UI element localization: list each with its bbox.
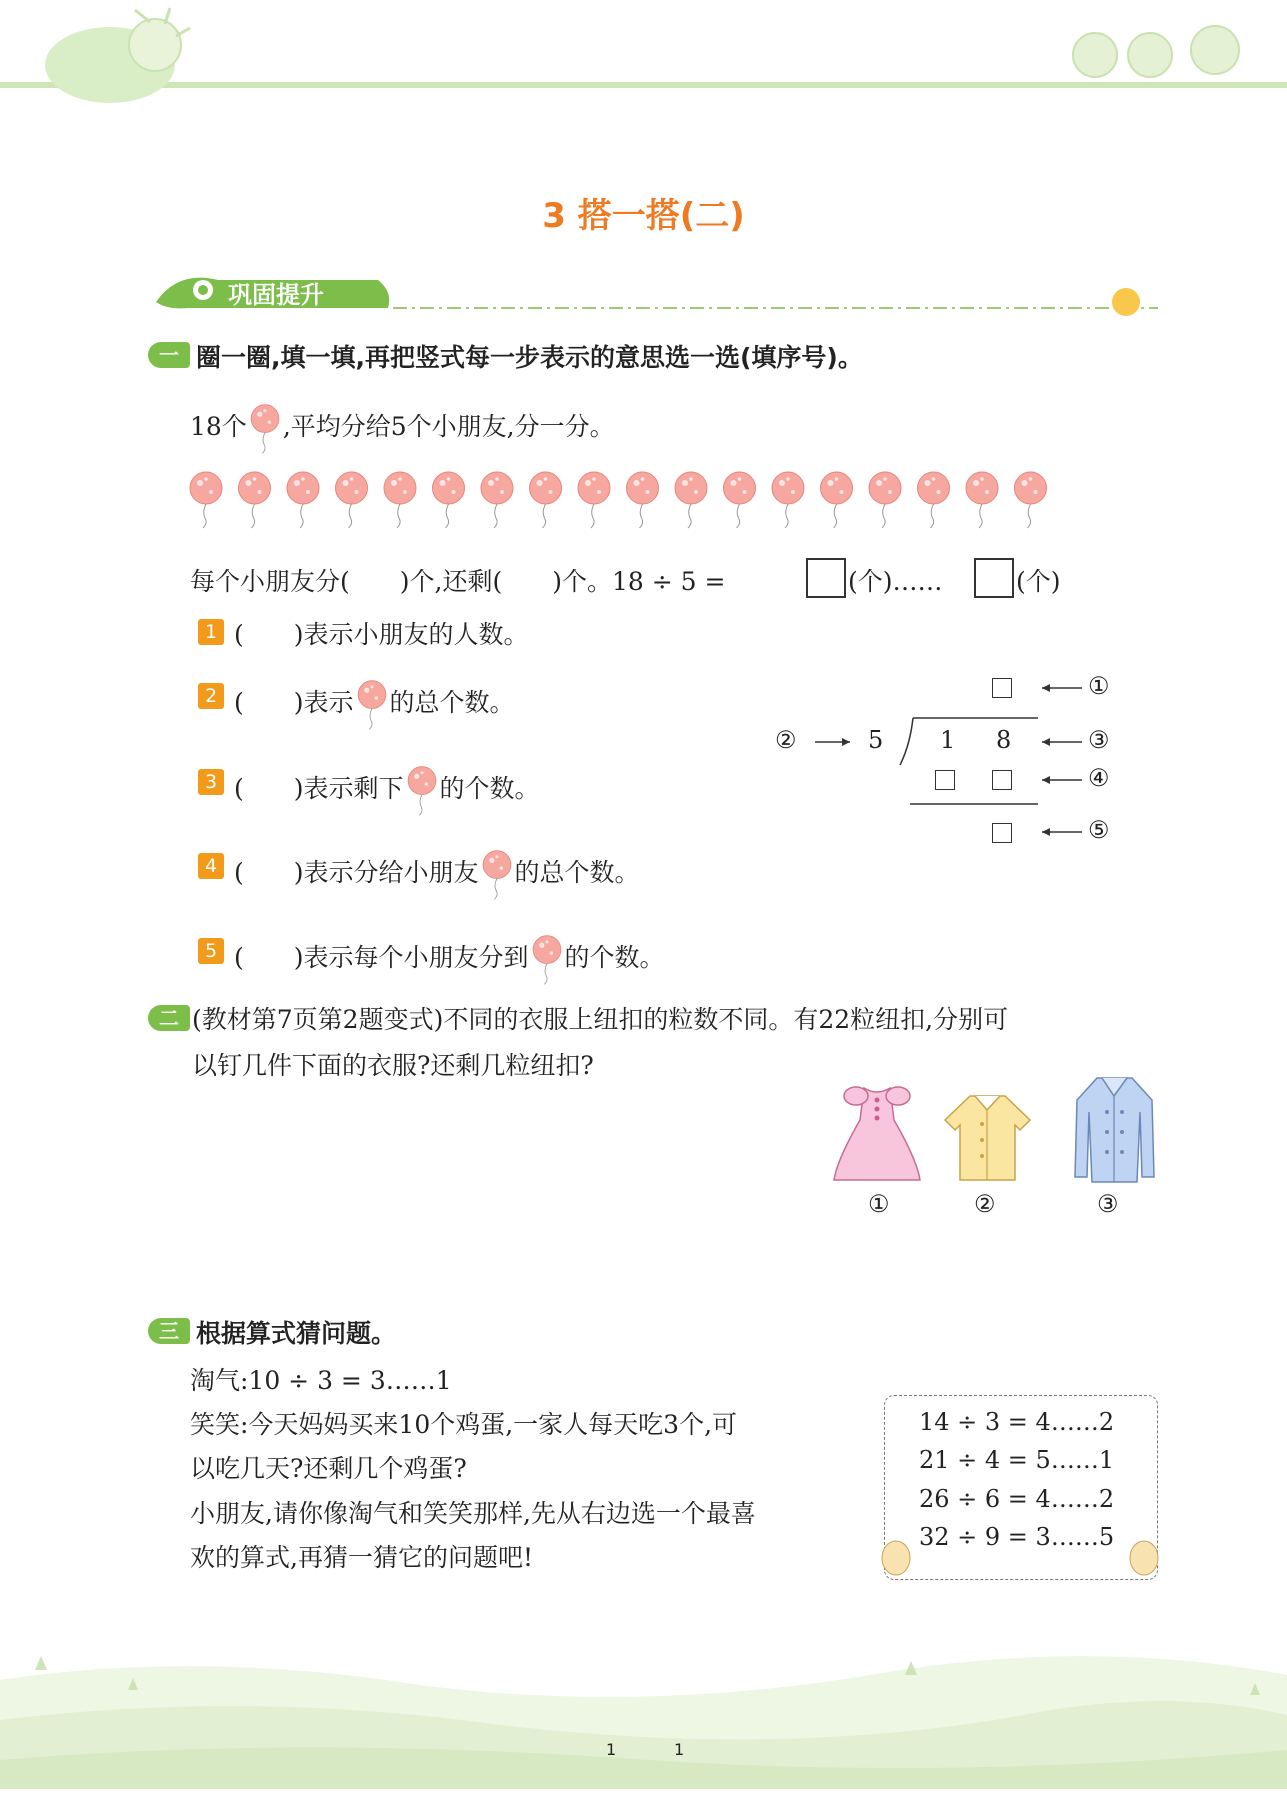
remainder-answer-box[interactable]	[974, 558, 1014, 598]
balloon-icon[interactable]	[724, 472, 756, 528]
balloon-icon[interactable]	[239, 472, 271, 528]
item-1-number: 1	[198, 619, 224, 645]
item-5-number: 5	[198, 938, 224, 964]
fill-part1: 每个小朋友分( )个,还剩( )个。18 ÷ 5 =	[190, 567, 726, 596]
q2-badge: 二	[148, 1005, 190, 1031]
divisor: 5	[868, 726, 884, 754]
balloon-icon[interactable]	[190, 472, 222, 528]
balloon-icon[interactable]	[918, 472, 950, 528]
header-decoration	[0, 0, 1287, 120]
balloon-icon[interactable]	[869, 472, 901, 528]
long-division	[770, 670, 1120, 850]
item-1-text[interactable]: ( )表示小朋友的人数。	[234, 620, 529, 649]
balloon-icon[interactable]	[287, 472, 319, 528]
item-3-text[interactable]	[234, 765, 540, 817]
remainder-box[interactable]	[992, 823, 1012, 843]
section-banner	[148, 262, 1158, 322]
product-tens-box[interactable]	[935, 770, 955, 790]
q1-fill-line	[190, 562, 725, 598]
item-2-text[interactable]	[234, 679, 515, 731]
item-5-text[interactable]	[234, 934, 665, 986]
page-number-left: 1	[606, 1740, 617, 1759]
item-3-number: 3	[198, 769, 224, 795]
clothes-label-2: ②	[974, 1190, 996, 1218]
product-ones-box[interactable]	[992, 770, 1012, 790]
label-quotient: ①	[1088, 672, 1110, 700]
item-4-pre: ( )表示分给小朋友	[234, 858, 479, 887]
section-label: 巩固提升	[228, 281, 324, 309]
fill-part3: (个)	[1016, 567, 1061, 596]
item-3-pre: ( )表示剩下	[234, 774, 404, 803]
equation-4[interactable]: 32 ÷ 9 = 3……5	[919, 1523, 1115, 1551]
label-remainder: ⑤	[1088, 816, 1110, 844]
coat-image	[1072, 1072, 1157, 1187]
item-2-pre: ( )表示	[234, 688, 354, 717]
q1-intro	[190, 403, 615, 455]
item-3-post: 的个数。	[439, 774, 540, 803]
balloon-icon[interactable]	[966, 472, 998, 528]
page-title: 3 搭一搭(二)	[542, 196, 745, 236]
page-number-right: 1	[674, 1740, 685, 1759]
egg-character-icon	[879, 1536, 913, 1576]
q1-badge: 一	[148, 342, 190, 368]
item-4-number: 4	[198, 853, 224, 879]
q3-heading: 根据算式猜问题。	[196, 1319, 397, 1348]
dividend-ones: 8	[996, 726, 1012, 754]
q2-line2: 以钉几件下面的衣服?还剩几粒纽扣?	[192, 1051, 594, 1080]
balloon-icon[interactable]	[578, 472, 610, 528]
item-2-number: 2	[198, 683, 224, 709]
dividend-tens: 1	[940, 726, 956, 754]
q3-line-1: 淘气:10 ÷ 3 = 3……1	[190, 1366, 452, 1395]
fill-part2: (个)……	[848, 567, 943, 596]
q3-line-2: 笑笑:今天妈妈买来10个鸡蛋,一家人每天吃3个,可	[190, 1410, 738, 1439]
balloon-icon	[247, 403, 283, 455]
quotient-box[interactable]	[992, 678, 1012, 698]
q2-line1: (教材第7页第2题变式)不同的衣服上纽扣的粒数不同。有22粒纽扣,分别可	[192, 1005, 1009, 1034]
clothes-label-1: ①	[868, 1190, 890, 1218]
item-4-post: 的总个数。	[514, 858, 640, 887]
balloon-icon[interactable]	[336, 472, 368, 528]
balloon-icon[interactable]	[627, 472, 659, 528]
equation-2[interactable]: 21 ÷ 4 = 5……1	[919, 1446, 1115, 1474]
q3-line-4: 小朋友,请你像淘气和笑笑那样,先从右边选一个最喜	[190, 1499, 756, 1528]
egg-character-icon	[1127, 1536, 1161, 1576]
balloon-icon[interactable]	[772, 472, 804, 528]
balloon-icon[interactable]	[433, 472, 465, 528]
balloon-icon[interactable]	[384, 472, 416, 528]
equation-3[interactable]: 26 ÷ 6 = 4……2	[919, 1485, 1115, 1513]
balloon-icon	[404, 765, 440, 817]
label-dividend: ③	[1088, 726, 1110, 754]
footer-decoration	[0, 1640, 1287, 1789]
balloon-icon	[354, 679, 390, 731]
q3-line-5: 欢的算式,再猜一猜它的问题吧!	[190, 1543, 533, 1572]
clothes-label-3: ③	[1097, 1190, 1119, 1218]
label-divisor: ②	[775, 726, 797, 754]
intro-post: ,平均分给5个小朋友,分一分。	[282, 412, 615, 441]
item-5-post: 的个数。	[564, 943, 665, 972]
balloon-icon	[529, 934, 565, 986]
balloon-icon[interactable]	[1015, 472, 1047, 528]
q1-heading: 圈一圈,填一填,再把竖式每一步表示的意思选一选(填序号)。	[196, 343, 863, 372]
item-5-pre: ( )表示每个小朋友分到	[234, 943, 529, 972]
balloon-icon	[479, 849, 515, 901]
equations-box	[884, 1395, 1158, 1580]
balloon-icon[interactable]	[481, 472, 513, 528]
dress-image	[832, 1080, 922, 1185]
equation-1[interactable]: 14 ÷ 3 = 4……2	[919, 1408, 1115, 1436]
item-2-post: 的总个数。	[389, 688, 515, 717]
shirt-image	[940, 1090, 1035, 1185]
quotient-answer-box[interactable]	[806, 558, 846, 598]
label-product: ④	[1088, 764, 1110, 792]
balloon-icon[interactable]	[530, 472, 562, 528]
balloon-row[interactable]	[186, 468, 1056, 538]
q3-line-3: 以吃几天?还剩几个鸡蛋?	[190, 1454, 467, 1483]
item-4-text[interactable]	[234, 849, 640, 901]
balloon-icon[interactable]	[821, 472, 853, 528]
intro-pre: 18个	[190, 412, 247, 441]
q3-badge: 三	[148, 1318, 190, 1344]
balloon-icon[interactable]	[675, 472, 707, 528]
